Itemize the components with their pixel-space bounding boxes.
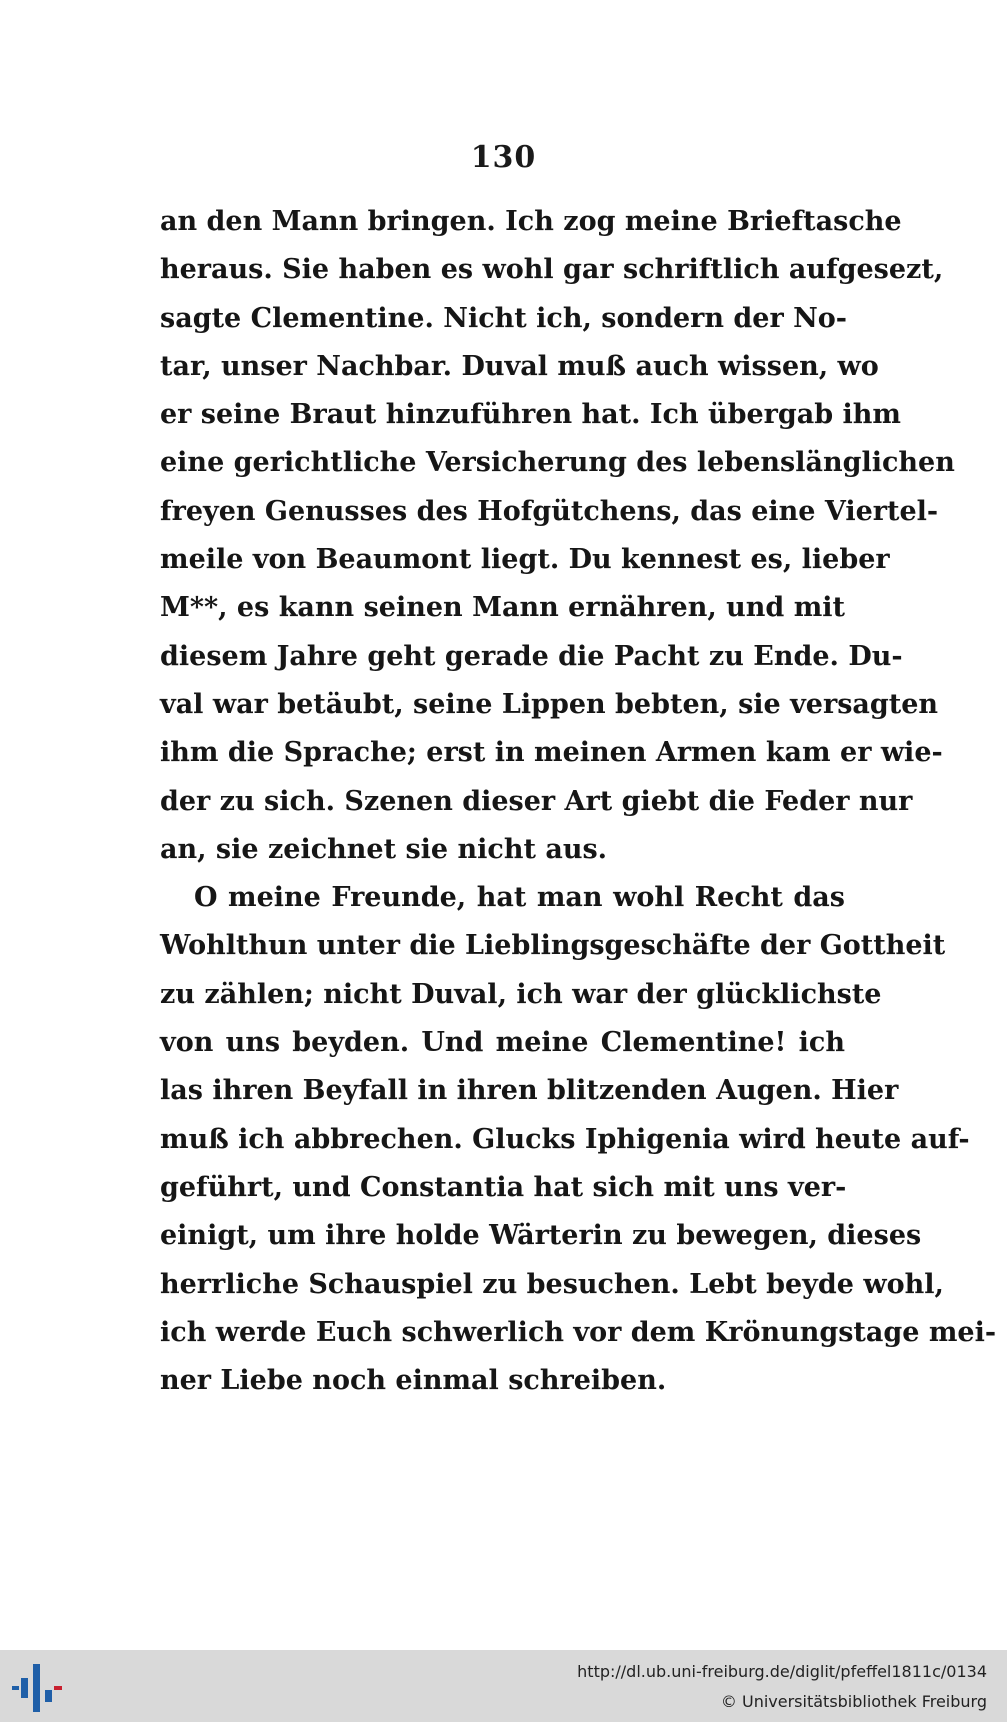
- copyright-notice: © Universitätsbibliothek Freiburg: [720, 1692, 987, 1711]
- page-text: [160, 198, 997, 1405]
- text-line: diesem Jahre geht gerade die Pacht zu Ende. Du-: [160, 640, 903, 672]
- page-number: 130: [470, 140, 537, 175]
- text-line: an den Mann bringen. Ich zog meine Brieftasche: [160, 206, 902, 237]
- text-line: geführt, und Constantia hat sich mit uns ver-: [160, 1171, 847, 1203]
- text-line: O meine Freunde, hat man wohl Recht das: [194, 882, 845, 914]
- text-line: von uns beyden. Und meine Clementine! ich: [160, 1027, 845, 1059]
- text-line: ich werde Euch schwerlich vor dem Krönungstage mei-: [160, 1316, 997, 1348]
- text-line: zu zählen; nicht Duval, ich war der glücklichste: [160, 978, 882, 1010]
- text-line: er seine Braut hinzuführen hat. Ich übergab ihm: [160, 399, 901, 431]
- text-line: freyen Genusses des Hofgütchens, das eine Viertel-: [160, 495, 939, 527]
- text-line: meile von Beaumont liegt. Du kennest es, lieber: [160, 544, 890, 576]
- text-line: ner Liebe noch einmal schreiben.: [160, 1365, 667, 1397]
- text-line: ihm die Sprache; erst in meinen Armen kam er wie-: [160, 737, 943, 769]
- text-line: eine gerichtliche Versicherung des lebenslänglichen: [160, 447, 955, 479]
- text-line: Wohlthun unter die Lieblingsgeschäfte der Gottheit: [160, 930, 946, 962]
- text-line: tar, unser Nachbar. Duval muß auch wissen, wo: [160, 350, 879, 382]
- text-line: sagte Clementine. Nicht ich, sondern der No-: [160, 302, 847, 334]
- footer-bar: [0, 1650, 1007, 1722]
- text-line: las ihren Beyfall in ihren blitzenden Augen. Hier: [160, 1075, 899, 1107]
- text-line: heraus. Sie haben es wohl gar schriftlich aufgesezt,: [160, 254, 944, 286]
- ub-freiburg-logo-icon[interactable]: [12, 1664, 62, 1712]
- text-line: der zu sich. Szenen dieser Art giebt die Feder nur: [160, 785, 913, 817]
- text-line: M**, es kann seinen Mann ernähren, und mit: [160, 592, 845, 624]
- text-line: val war betäubt, seine Lippen bebten, sie versagten: [160, 688, 939, 720]
- text-line: herrliche Schauspiel zu besuchen. Lebt beyde wohl,: [160, 1268, 944, 1300]
- text-line: einigt, um ihre holde Wärterin zu bewegen, dieses: [160, 1220, 922, 1252]
- text-line: an, sie zeichnet sie nicht aus.: [160, 833, 608, 865]
- permalink-url[interactable]: http://dl.ub.uni-freiburg.de/diglit/pfeffel1811c/0134: [577, 1662, 987, 1681]
- text-line: muß ich abbrechen. Glucks Iphigenia wird heute auf-: [160, 1123, 970, 1155]
